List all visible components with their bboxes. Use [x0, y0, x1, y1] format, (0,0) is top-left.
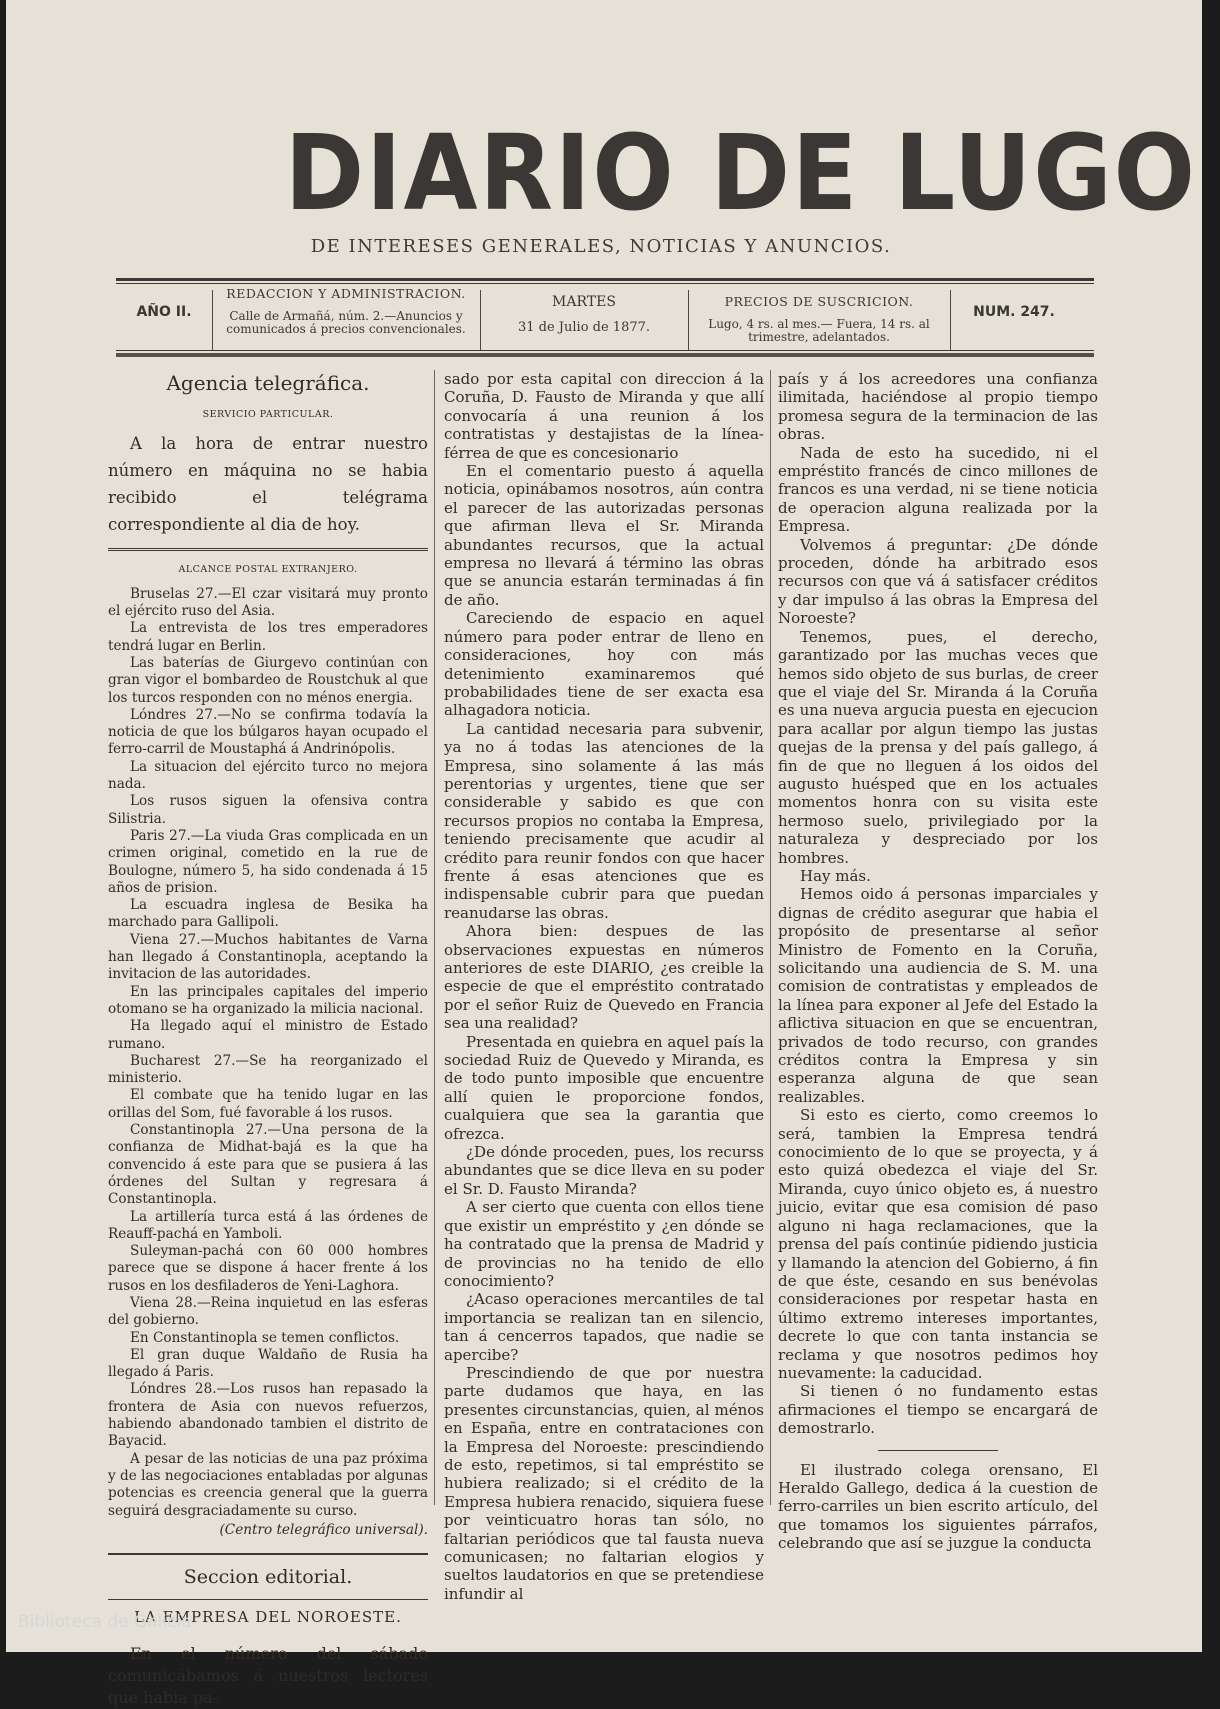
section-rule	[108, 1553, 428, 1555]
news-item: El gran duque Waldaño de Rusia ha llegado á Paris.	[108, 1346, 428, 1381]
news-item: Los rusos siguen la ofensiva contra Silistria.	[108, 793, 428, 827]
article-paragraph: Si tienen ó no fundamento estas afirmaciones el tiempo se encargará de demostrarlo.	[778, 1382, 1098, 1438]
article-title: LA EMPRESA DEL NOROESTE.	[134, 1608, 402, 1627]
weekday: MARTES	[552, 294, 616, 310]
article-paragraph: Prescindiendo de que por nuestra parte dudamos que haya, en las presentes circunstancias, quien, al ménos en España, entre en contrataciones con la Empresa del Noroeste: prescindiendo de esto, repetimos, si tal empréstito se hubiera realizado; si el crédito de la Empresa hubiera renacido, siquiera fuese por veinticuatro horas tan sólo, no faltarian periódicos que tal fausta nueva comunicasen; no faltarian elogios y sueltos laudatorios en que se pretendiese infundir al	[444, 1363, 764, 1603]
news-item: El combate que ha tenido lugar en las orillas del Som, fué favorable á los rusos.	[108, 1087, 428, 1121]
newspaper-page	[6, 0, 1202, 1707]
info-divider	[480, 290, 481, 350]
news-item: Lóndres 28.—Los rusos han repasado la frontera de Asia con nuevos refuerzos, habiendo abandonado tambien el distrito de Bayacid.	[108, 1381, 428, 1450]
section-rule	[108, 1599, 428, 1600]
section-rule	[108, 548, 428, 551]
info-divider	[212, 290, 213, 350]
article-paragraph: país y á los acreedores una confianza ilimitada, haciéndose al propio tiempo promesa segura de la terminacion de las obras.	[778, 370, 1098, 444]
article-paragraph: Presentada en quiebra en aquel país la sociedad Ruiz de Quevedo y Miranda, es de todo punto imposible que encuentre allí quien le proporcione fondos, cualquiera que sea la garantia que ofrezca.	[444, 1032, 764, 1143]
masthead-subtitle: DE INTERESES GENERALES, NOTICIAS Y ANUNCIOS.	[310, 236, 892, 257]
news-item: Bruselas 27.—El czar visitará muy pronto el ejército ruso del Asia.	[108, 585, 428, 620]
news-item: En las principales capitales del imperio otomano se ha organizado la milicia nacional.	[108, 983, 428, 1017]
news-item: A pesar de las noticias de una paz próxima y de las negociaciones entabladas por algunas potencias es creencia general que la guerra seguirá desgraciadamente su curso.	[108, 1450, 428, 1519]
article-paragraph: Ahora bien: despues de las observaciones expuestas en números anteriores de este DIARIO, ¿es creible la especie de que el empréstito contratado por el señor Ruiz de Quevedo en Francia sea una realidad?	[444, 922, 764, 1033]
editorial-heading: Seccion editorial.	[183, 1566, 353, 1589]
news-item: La artillería turca está á las órdenes de Reauff-pachá en Yamboli.	[108, 1208, 428, 1242]
article-paragraph: A ser cierto que cuenta con ellos tiene que existir un empréstito y ¿en dónde se ha contratado que la prensa de Madrid y de provincias no ha tenido de ello conocimiento?	[444, 1198, 764, 1290]
news-item: Paris 27.—La viuda Gras complicada en un crimen original, cometido en la rue de Boulogne, número 5, ha sido condenada á 15 años de prision.	[108, 827, 428, 896]
article-paragraph: Nada de esto ha sucedido, ni el empréstito francés de cinco millones de francos es una verdad, ni se tiene noticia de operacion alguna realizada por la Empresa.	[778, 443, 1098, 536]
article-paragraph: En el número del sábado comunicábamos á nuestros lectores que habia pa-	[108, 1643, 428, 1707]
column-3	[778, 370, 1098, 1553]
article-paragraph: La cantidad necesaria para subvenir, ya no á todas las atenciones de la Empresa, sino solamente á las más perentorias y urgentes, tiene que ser considerable y sabido es que con recursos propios no contaba la Empresa, teniendo precisamente que acudir al crédito para reunir fondos con que hacer frente á esas atenciones que es indispensable cubrir para que puedan reanudarse las obras.	[444, 719, 764, 922]
news-item: Bucharest 27.—Se ha reorganizado el ministerio.	[108, 1052, 428, 1087]
article-paragraph: El ilustrado colega orensano, El Heraldo Gallego, dedica á la cuestion de ferro-carriles un bien escrito artículo, del que tomamos los siguientes párrafos, celebrando que así se juzgue la conducta	[778, 1460, 1098, 1553]
article-separator	[878, 1450, 998, 1451]
issue-number: NUM. 247.	[973, 304, 1055, 320]
prices-title: PRECIOS DE SUSCRICION.	[724, 294, 914, 309]
header-top-rule-thin	[116, 283, 1094, 284]
news-item: Viena 28.—Reina inquietud en las esferas del gobierno.	[108, 1294, 428, 1329]
news-item: Constantinopla 27.—Una persona de la confianza de Midhat-bajá es la que ha convencido á este para que se pusiera á las órdenes del Sultan y regresara á Constantinopla.	[108, 1122, 428, 1208]
info-divider	[688, 290, 689, 350]
news-signature: (Centro telegráfico universal).	[219, 1521, 428, 1538]
service-text: A la hora de entrar nuestro número en máquina no se habia recibido el telégrama correspondiente al dia de hoy.	[108, 434, 428, 535]
issue-date: 31 de Julio de 1877.	[517, 320, 651, 335]
news-item: Suleyman-pachá con 60 000 hombres parece que se dispone á hacer frente á los rusos en los desfiladeros de Yeni-Laghora.	[108, 1243, 428, 1294]
year-label: AÑO II.	[136, 304, 192, 320]
news-item: La entrevista de los tres emperadores tendrá lugar en Berlin.	[108, 620, 428, 654]
news-item: La escuadra inglesa de Besika ha marchado para Gallipoli.	[108, 897, 428, 931]
column-1	[108, 370, 428, 1707]
article-paragraph: En el comentario puesto á aquella noticia, opinábamos nosotros, aún contra el parecer de las autorizadas personas que afirman lleva el Sr. Miranda abundantes recursos, que la actual empresa no llevará á término las obras que se anuncia estarán terminadas á fin de año.	[444, 462, 764, 609]
article-paragraph: sado por esta capital con direccion á la Coruña, D. Fausto de Miranda y que allí convocaría á una reunion á los contratistas y destajistas de la línea-férrea de que es concesionario	[444, 370, 764, 462]
admin-text: Calle de Armañá, núm. 2.—Anuncios y comunicados á precios convencionales.	[226, 309, 466, 336]
article-paragraph: Si esto es cierto, como creemos lo será, tambien la Empresa tendrá conocimiento de lo que se proyecta, y á esto quizá obedezca el viaje del Sr. Miranda, cuyo único objeto es, á nuestro juicio, evitar que esa comision dé paso alguno ni haga reclamaciones, que la prensa del país continúe pidiendo justicia y llamando la atencion del Gobierno, á fin de que éste, cesando en sus benévolas consideraciones por respetar hasta en último extremo intereses importantes, decrete lo que con tanta instancia se reclama y que nosotros pedimos hoy nuevamente: la caducidad.	[778, 1106, 1098, 1382]
header-bottom-rule-thin	[116, 350, 1094, 351]
library-watermark: Biblioteca de Galicia	[18, 1612, 192, 1632]
news-item: Viena 27.—Muchos habitantes de Varna han llegado á Constantinopla, aceptando la invitacion de las autoridades.	[108, 931, 428, 983]
header-top-rule	[116, 278, 1094, 281]
article-paragraph: Hemos oido á personas imparciales y dignas de crédito asegurar que habia el propósito de presentarse al señor Ministro de Fomento en la Coruña, solicitando una audiencia de S. M. una comision de contratistas y empleados de la línea para exponer al Jefe del Estado la aflictiva situacion en que se encuentran, privados de todo recurso, con grandes créditos contra la Empresa y sin esperanza alguna de que sean realizables.	[778, 885, 1098, 1106]
service-label: SERVICIO PARTICULAR.	[202, 409, 334, 420]
news-item: En Constantinopla se temen conflictos.	[130, 1329, 400, 1346]
admin-title: REDACCION Y ADMINISTRACION.	[226, 286, 466, 301]
postal-heading: ALCANCE POSTAL EXTRANJERO.	[178, 564, 358, 576]
column-divider	[434, 370, 435, 1505]
news-item: La situacion del ejército turco no mejora nada.	[108, 758, 428, 793]
article-paragraph: Hay más.	[800, 866, 871, 885]
news-item: Ha llegado aquí el ministro de Estado rumano.	[108, 1018, 428, 1052]
prices-text: Lugo, 4 rs. al mes.— Fuera, 14 rs. al trimestre, adelantados.	[708, 317, 930, 344]
article-paragraph: Tenemos, pues, el derecho, garantizado por las muchas veces que hemos sido objeto de sus burlas, de creer que el viaje del Sr. Miranda á la Coruña es una nueva argucia puesta en ejecucion para acallar por algun tiempo las justas quejas de la prensa y del país gallego, á fin de que no lleguen á los oidos del augusto huésped que en los actuales momentos honra con su visita este hermoso suelo, privilegiado por la naturaleza y despreciado por los hombres.	[778, 627, 1098, 867]
column-divider	[770, 370, 771, 1505]
article-paragraph: ¿De dónde proceden, pues, los recurss abundantes que se dice lleva en su poder el Sr. D. Fausto Miranda?	[444, 1143, 764, 1198]
column-2	[444, 370, 764, 1603]
postal-news-list	[108, 586, 428, 1539]
news-item: Lóndres 27.—No se confirma todavía la noticia de que los búlgaros hayan ocupado el ferro-carril de Moustaphá á Andrinópolis.	[108, 706, 428, 758]
header-bottom-rule	[116, 353, 1094, 357]
agency-heading: Agencia telegráfica.	[166, 371, 370, 395]
article-paragraph: ¿Acaso operaciones mercantiles de tal importancia se realizan tan en silencio, tan á cencerros tapados, que nadie se apercibe?	[444, 1290, 764, 1364]
news-item: Las baterías de Giurgevo continúan con gran vigor el bombardeo de Roustchuk al que los turcos responden con no ménos energia.	[108, 655, 428, 706]
info-divider	[950, 290, 951, 350]
masthead-title: DIARIO DE LUGO	[284, 112, 1197, 234]
article-paragraph: Careciendo de espacio en aquel número para poder entrar de lleno en consideraciones, hoy con más detenimiento examinaremos qué probabilidades tiene de ser exacta esa alhagadora noticia.	[444, 609, 764, 720]
article-paragraph: Volvemos á preguntar: ¿De dónde proceden, dónde ha arbitrado esos recursos con que vá á satisfacer créditos y dar impulso á las obras la Empresa del Noroeste?	[778, 535, 1098, 628]
